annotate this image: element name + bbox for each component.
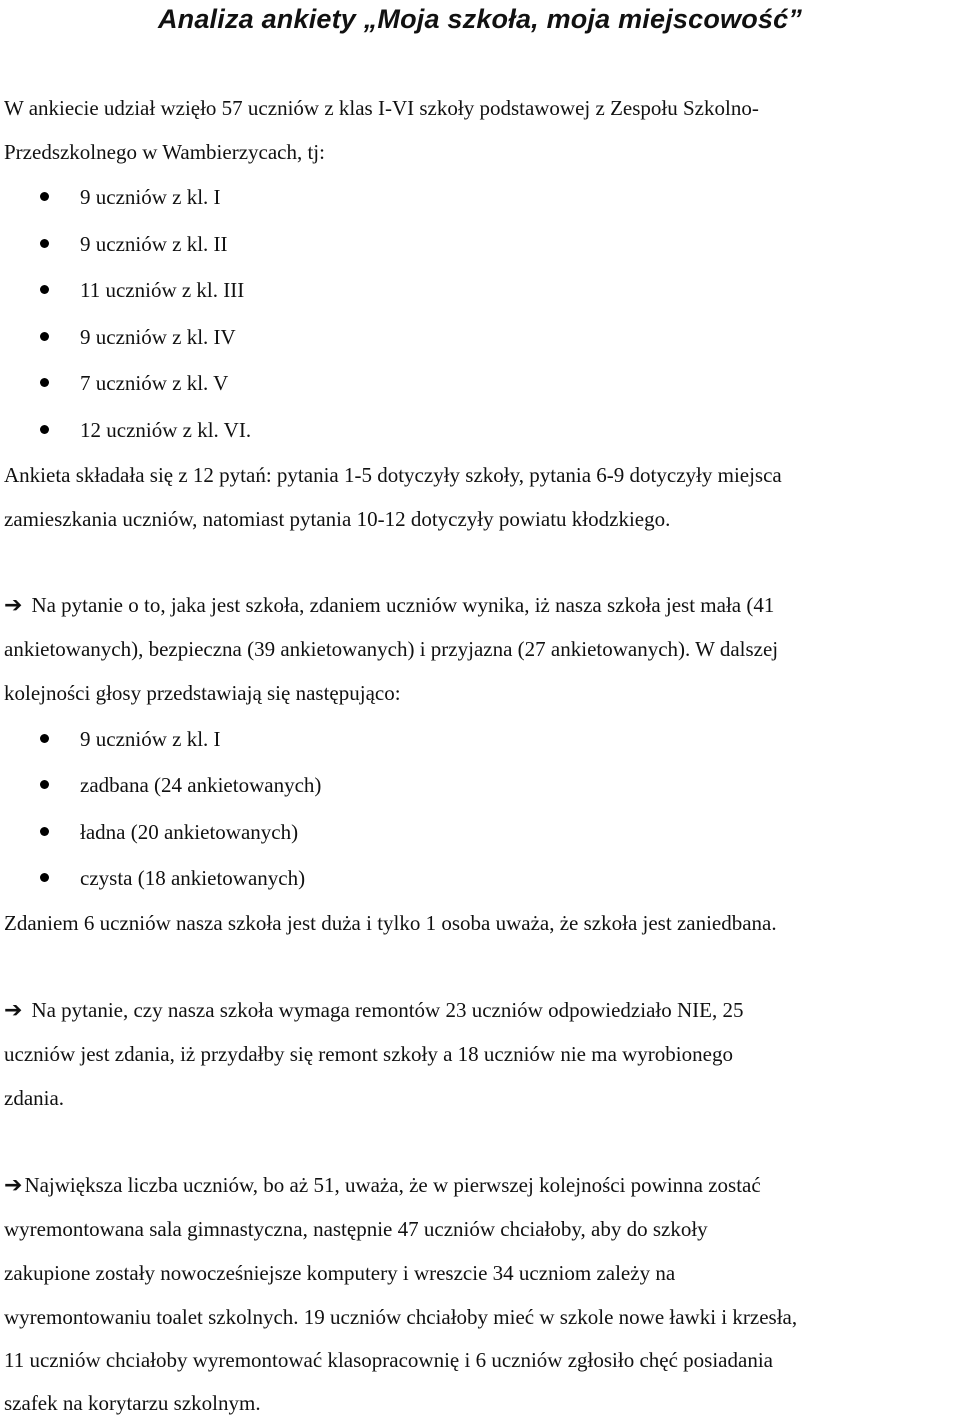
list-item: 12 uczniów z kl. VI. [80,418,252,442]
bullet-icon [40,192,49,201]
section1-line-2: ankietowanych), bezpieczna (39 ankietowanych) i przyjazna (27 ankietowanych). W dalszej [4,637,779,661]
arrow-right-icon: ➔ [4,998,23,1023]
section2-text: Na pytanie, czy nasza szkoła wymaga remontów 23 uczniów odpowiedziało NIE, 25 [31,998,744,1022]
list-item: 9 uczniów z kl. II [80,232,228,256]
list-item: 11 uczniów z kl. III [80,278,245,302]
section3-text: Największa liczba uczniów, bo aż 51, uważa, że w pierwszej kolejności powinna zostać [24,1173,761,1197]
section1-text: Na pytanie o to, jaka jest szkoła, zdaniem uczniów wynika, iż nasza szkoła jest mała (41 [31,593,775,617]
section3-line-3: zakupione zostały nowocześniejsze komputery i wreszcie 34 uczniom zależy na [4,1261,676,1285]
list-item: 9 uczniów z kl. IV [80,325,236,349]
section3-line-6: szafek na korytarzu szkolnym. [4,1391,261,1415]
arrow-right-icon: ➔ [4,1173,23,1198]
bullet-icon [40,332,49,341]
section2-line-3: zdania. [4,1086,65,1110]
section3-line-4: wyremontowaniu toalet szkolnych. 19 uczniów chciałoby mieć w szkole nowe ławki i krzesła, [4,1305,798,1329]
section3-line-1 [4,1170,761,1201]
section1-closing: Zdaniem 6 uczniów nasza szkoła jest duża i tylko 1 osoba uważa, że szkoła jest zaniedbana. [4,911,777,935]
section1-line-3: kolejności głosy przedstawiają się następująco: [4,681,401,705]
list-item: ładna (20 ankietowanych) [80,820,299,844]
survey-line-1: Ankieta składała się z 12 pytań: pytania 1-5 dotyczyły szkoły, pytania 6-9 dotyczyły miejsca [4,463,782,487]
list-item: 9 uczniów z kl. I [80,185,221,209]
section3-line-2: wyremontowana sala gimnastyczna, następnie 47 uczniów chciałoby, aby do szkoły [4,1217,708,1241]
bullet-icon [40,378,49,387]
list-item: zadbana (24 ankietowanych) [80,773,322,797]
list-item: czysta (18 ankietowanych) [80,866,306,890]
intro-line-1: W ankiecie udział wzięło 57 uczniów z klas I-VI szkoły podstawowej z Zespołu Szkolno- [4,96,759,120]
section2-line-1 [4,995,743,1026]
section2-line-2: uczniów jest zdania, iż przydałby się remont szkoły a 18 uczniów nie ma wyrobionego [4,1042,733,1066]
section1-line-1 [4,590,774,621]
survey-line-2: zamieszkania uczniów, natomiast pytania 10-12 dotyczyły powiatu kłodzkiego. [4,507,671,531]
bullet-icon [40,734,49,743]
list-item: 9 uczniów z kl. I [80,727,221,751]
bullet-icon [40,827,49,836]
section3-line-5: 11 uczniów chciałoby wyremontować klasopracownię i 6 uczniów zgłosiło chęć posiadania [4,1348,773,1372]
arrow-right-icon: ➔ [4,593,23,618]
bullet-icon [40,425,49,434]
bullet-icon [40,780,49,789]
list-item: 7 uczniów z kl. V [80,371,229,395]
bullet-icon [40,873,49,882]
bullet-icon [40,285,49,294]
bullet-icon [40,239,49,248]
document-title: Analiza ankiety „Moja szkoła, moja miejscowość” [157,4,803,34]
intro-line-2: Przedszkolnego w Wambierzycach, tj: [4,140,325,164]
